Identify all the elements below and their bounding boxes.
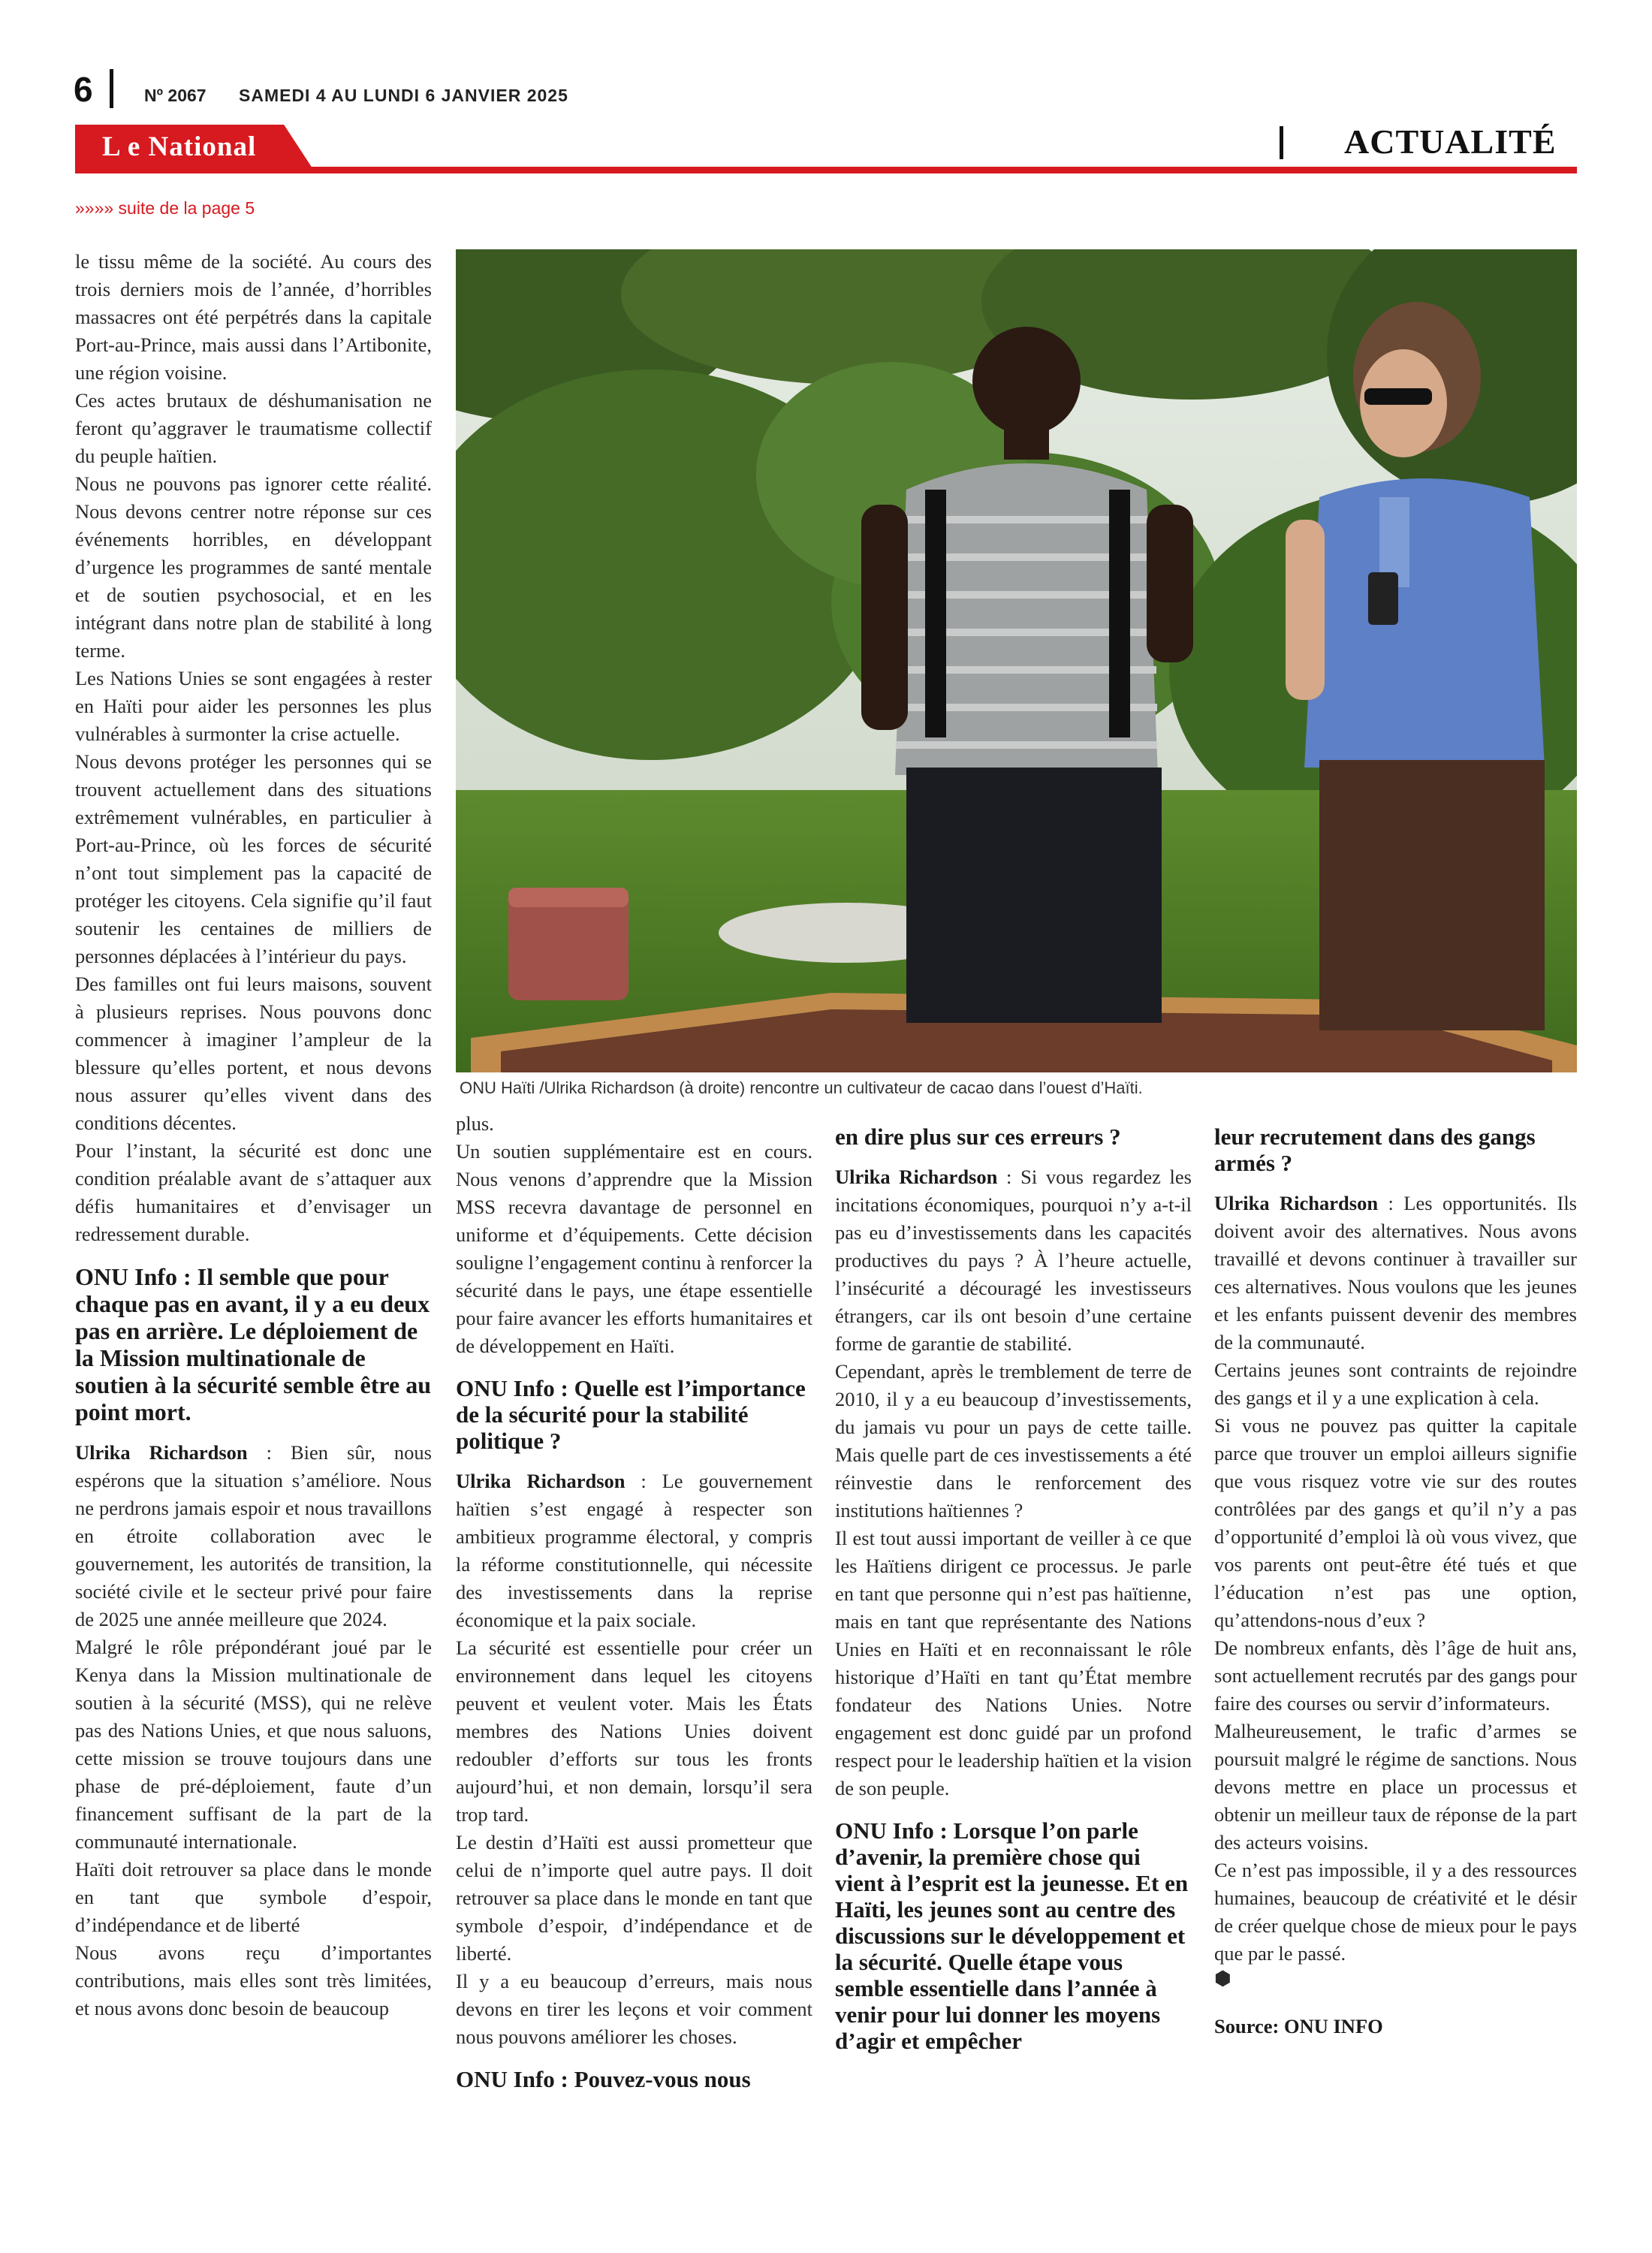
paragraph: Haïti doit retrouver sa place dans le monde en tant que symbole d’espoir, d’indépendance et de liberté bbox=[75, 1858, 432, 1936]
article-column-3 bbox=[835, 1123, 1192, 2054]
answer-paragraph bbox=[75, 1439, 432, 1633]
paragraph: Le destin d’Haïti est aussi prometteur que celui de n’importe quel autre pays. Il doit retrouver sa place dans le monde en tant que symbole d’espoir, d’indépendance et de liberté. bbox=[456, 1831, 812, 1965]
paragraph: Un soutien supplémentaire est en cours. Nous venons d’apprendre que la Mission MSS recevra davantage de personnel en uniforme et d’équipements. Cette décision souligne l’engagement continu à renforcer la sécurité dans le pays, une étape essentielle pour faire avancer les efforts humanitaires et de développement en Haïti. bbox=[456, 1140, 812, 1357]
paragraph: Si vous ne pouvez pas quitter la capitale parce que trouver un emploi ailleurs signifie que vous risquez votre vie sur des routes contrôlées par des gangs et qu’il n’y a pas d’opportunité d’emploi là où vous vivez, que vos parents ont peut-être été tués et que l’éducation n’est pas une option, qu’attendons-nous d’eux ? bbox=[1214, 1414, 1577, 1631]
source-line bbox=[1214, 2013, 1577, 2040]
speaker-name: Ulrika Richardson bbox=[1214, 1192, 1379, 1214]
article-column-4 bbox=[1214, 1123, 1577, 2040]
paragraph: Certains jeunes sont contraints de rejoindre des gangs et il y a une explication à cela. bbox=[1214, 1359, 1577, 1409]
paragraph: Pour l’instant, la sécurité est donc une condition préalable avant de s’attaquer aux défis humanitaires et d’envisager un redressement durable. bbox=[75, 1139, 432, 1245]
question-heading: ONU Info : Lorsque l’on parle d’avenir, la première chose qui vient à l’esprit est la jeunesse. Et en Haïti, les jeunes sont au centre des discussions sur le développement et la sécurité. Quelle étape vous semble essentielle dans l’année à venir pour lui donner les moyens d’agir et empêcher bbox=[835, 1817, 1189, 2054]
paragraph: Les Nations Unies se sont engagées à rester en Haïti pour aider les personnes les plus vulnérables à surmonter la crise actuelle. bbox=[75, 667, 432, 745]
answer-text: : Si vous regardez les incitations économiques, pourquoi n’y a-t-il pas eu d’investissements dans les capacités productives du pays ? À l’heure actuelle, l’insécurité a découragé les investisseurs étrangers, car ils ont besoin d’une certaine forme de garantie de stabilité. bbox=[835, 1166, 1192, 1355]
answer-text: : Le gouvernement haïtien s’est engagé à respecter son ambitieux programme électoral, y compris la réforme constitutionnelle, qui nécessite des investissements dans la reprise économique et la paix sociale. bbox=[456, 1470, 812, 1631]
paragraph: Nous avons reçu d’importantes contributions, mais elles sont très limitées, et nous avons donc besoin de beaucoup bbox=[75, 1941, 432, 2019]
paragraph: le tissu même de la société. Au cours des trois derniers mois de l’année, d’horribles massacres ont été perpétrés dans la capitale Port-au-Prince, mais aussi dans l’Artibonite, une région voisine. bbox=[75, 250, 432, 384]
photo-caption: ONU Haïti /Ulrika Richardson (à droite) rencontre un cultivateur de cacao dans l’ouest d’Haïti. bbox=[460, 1078, 1143, 1097]
source-credit: Source: ONU INFO bbox=[1214, 2015, 1383, 2037]
continued-from-link[interactable]: »»»» suite de la page 5 bbox=[75, 198, 255, 218]
header-rule bbox=[75, 167, 1577, 173]
question-heading: leur recrutement dans des gangs armés ? bbox=[1214, 1123, 1536, 1176]
paragraph: Des familles ont fui leurs maisons, souvent à plusieurs reprises. Nous pouvons donc commencer à imaginer l’ampleur de la blessure qu’elles portent, et nous devons nous assurer qu’elles vivent dans des conditions décentes. bbox=[75, 973, 432, 1134]
paragraph: Nous ne pouvons pas ignorer cette réalité. Nous devons centrer notre réponse sur ces événements horribles, en développant d’urgence les programmes de santé mentale et de soutien psychosocial, et en les intégrant dans notre plan de stabilité à long terme. bbox=[75, 472, 432, 662]
answer-paragraph bbox=[1214, 1190, 1577, 1356]
issue-number: Nº 2067 bbox=[144, 86, 206, 105]
paragraph: Malgré le rôle prépondérant joué par le Kenya dans la Mission multinationale de soutien à la sécurité (MSS), qui ne relève pas des Nations Unies, et que nous saluons, cette mission se trouve toujours dans une phase de pré-déploiement, faute d’un financement suffisant de la part de la communauté internationale. bbox=[75, 1636, 432, 1853]
paragraph: Nous devons protéger les personnes qui se trouvent actuellement dans des situations extrêmement vulnérables, en particulier à Port-au-Prince, où les forces de sécurité n’ont tout simplement pas la capacité de protéger les citoyens. Cela signifie qu’il faut soutenir les centaines de milliers de personnes déplacées à l’intérieur du pays. bbox=[75, 750, 432, 967]
question-heading: en dire plus sur ces erreurs ? bbox=[835, 1123, 1121, 1150]
answer-paragraph bbox=[835, 1163, 1192, 1358]
paragraph: Il est tout aussi important de veiller à ce que les Haïtiens dirigent ce processus. Je parle en tant que personne qui n’est pas haïtienne, mais en tant que représentante des Nations Unies en Haïti et en reconnaissant le rôle historique d’Haïti en tant qu’État membre fondateur des Nations Unies. Notre engagement est donc guidé par un profond respect pour le leadership haïtien et la vision de son peuple. bbox=[835, 1527, 1192, 1799]
question-heading: ONU Info : Pouvez-vous nous bbox=[456, 2066, 751, 2092]
issue-date: SAMEDI 4 AU LUNDI 6 JANVIER 2025 bbox=[239, 86, 568, 105]
paragraph: Ce n’est pas impossible, il y a des ressources humaines, beaucoup de créativité et le désir de créer quelque chose de mieux pour le pays que par le passé. bbox=[1214, 1859, 1577, 1965]
answer-text: : Les opportunités. Ils doivent avoir des alternatives. Nous avons travaillé et devons continuer à travailler sur ces alternatives. Nous voulons que les jeunes et les enfants puissent devenir des membres de la communauté. bbox=[1214, 1192, 1577, 1353]
article-photo bbox=[456, 249, 1577, 1072]
answer-text: : Bien sûr, nous espérons que la situation s’améliore. Nous ne perdrons jamais espoir et nous travaillons en étroite collaboration avec le gouvernement, les autorités de transition, la société civile et le secteur privé pour faire de 2025 une année meilleure que 2024. bbox=[75, 1441, 432, 1630]
page-number: 6 bbox=[74, 70, 93, 109]
paragraph: plus. bbox=[456, 1112, 494, 1135]
brand-logo: L e National bbox=[102, 131, 257, 162]
header-divider bbox=[110, 69, 113, 108]
question-heading: ONU Info : Il semble que pour chaque pas en avant, il y a eu deux pas en arrière. Le déploiement de la Mission multinationale de soutien à la sécurité semble être au point mort. bbox=[75, 1263, 431, 1425]
paragraph: La sécurité est essentielle pour créer un environnement dans lequel les citoyens peuvent et veulent voter. Mais les États membres des Nations Unies doivent redoubler d’efforts sur tous les fronts aujourd’hui, et non demain, lorsqu’il sera trop tard. bbox=[456, 1636, 812, 1826]
paragraph: Cependant, après le tremblement de terre de 2010, il y a eu beaucoup d’investissements, du jamais vu pour un pays de cette taille. Mais quelle part de ces investissements a été réinvestie dans le renforcement des institutions haïtiennes ? bbox=[835, 1360, 1192, 1522]
section-title: ACTUALITÉ bbox=[1344, 122, 1557, 161]
answer-paragraph bbox=[456, 1467, 812, 1634]
section-divider bbox=[1280, 126, 1283, 159]
end-of-article-icon: ⬢ bbox=[1214, 1968, 1231, 1989]
paragraph: Malheureusement, le trafic d’armes se poursuit malgré le régime de sanctions. Nous devons mettre en place un processus et obtenir un meilleur taux de réponse de la part des acteurs voisins. bbox=[1214, 1720, 1577, 1853]
speaker-name: Ulrika Richardson bbox=[75, 1441, 248, 1464]
speaker-name: Ulrika Richardson bbox=[835, 1166, 998, 1188]
question-heading: ONU Info : Quelle est l’importance de la sécurité pour la stabilité politique ? bbox=[456, 1375, 806, 1454]
paragraph: De nombreux enfants, dès l’âge de huit ans, sont actuellement recrutés par des gangs pour faire des courses ou servir d’informateurs. bbox=[1214, 1636, 1577, 1715]
article-column-1 bbox=[75, 248, 432, 2022]
speaker-name: Ulrika Richardson bbox=[456, 1470, 626, 1492]
paragraph: Ces actes brutaux de déshumanisation ne feront qu’aggraver le traumatisme collectif du peuple haïtien. bbox=[75, 389, 432, 467]
paragraph: Il y a eu beaucoup d’erreurs, mais nous devons en tirer les leçons et voir comment nous pouvons améliorer les choses. bbox=[456, 1970, 812, 2048]
article-column-2 bbox=[456, 1110, 812, 2092]
